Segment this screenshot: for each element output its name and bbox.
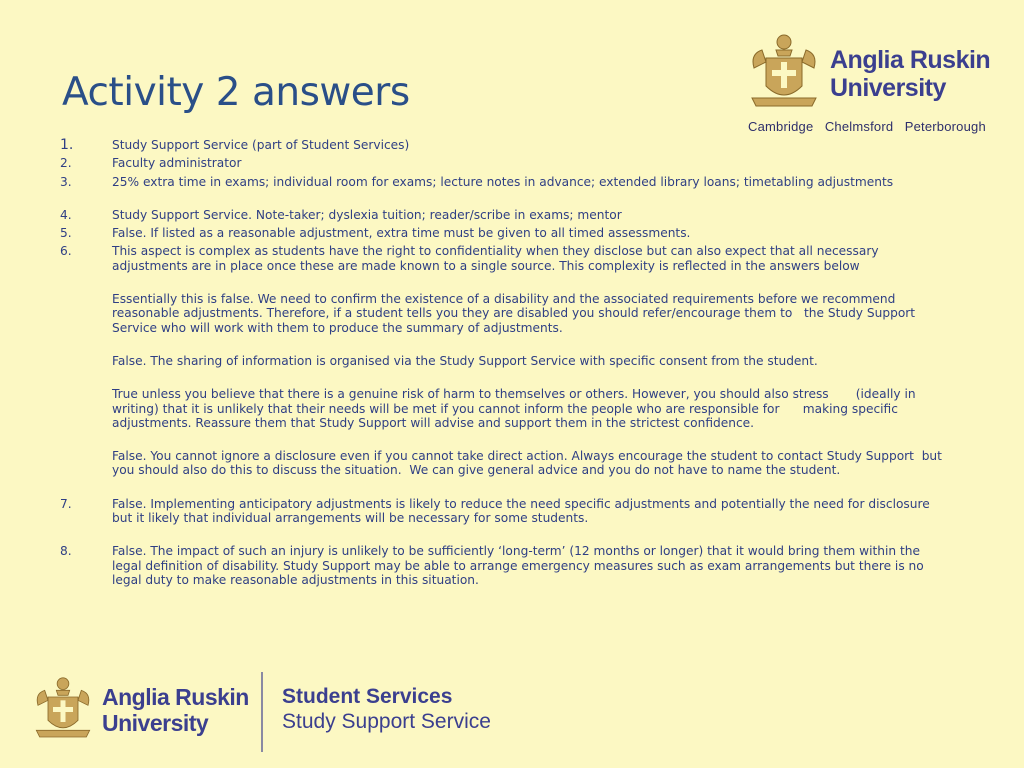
sub-paragraph: True unless you believe that there is a genuine risk of harm to themselves or others. However, you should also stress (ideally in writing) that it is unlikely that their needs will be met if you cannot inform the people who are responsible for making specific adjustments. Reassure them that Study Support will advise and support them in the strictest confidence. — [112, 387, 920, 430]
sub-paragraph: False. The sharing of information is organised via the Study Support Service with specific consent from the student. — [112, 353, 818, 368]
answers-list — [60, 138, 950, 591]
sub-paragraph: False. You cannot ignore a disclosure even if you cannot take direct action. Always encourage the student to contact Study Support but you should also do this to discuss the situation. We can give general advice and you do not have to name the student. — [112, 449, 946, 478]
list-item: 3. 25% extra time in exams; individual room for exams; lecture notes in advance; extended library loans; timetabling adjustments — [60, 174, 894, 189]
list-item: 5. False. If listed as a reasonable adjustment, extra time must be given to all timed assessments. — [60, 226, 691, 241]
university-logo — [748, 28, 1008, 140]
footer-university-name: Anglia Ruskin University — [102, 684, 249, 736]
list-item: 7. False. Implementing anticipatory adjustments is likely to reduce the need specific adjustments and potentially the need for disclosure but it likely that individual arrangements will be necessary for some students. — [60, 496, 930, 526]
list-item: 4. Study Support Service. Note-taker; dyslexia tuition; reader/scribe in exams; mentor — [60, 207, 622, 222]
slide-title: Activity 2 answers — [62, 70, 410, 115]
footer-branding — [32, 672, 532, 762]
sub-paragraph: Essentially this is false. We need to confirm the existence of a disability and the associated requirements before we recommend reasonable adjustments. Therefore, if a student tells you they are disabled you should refer/encourage them to the Study Support Service who will work with them to produce the summary of adjustments. — [112, 292, 919, 335]
list-item: 8. False. The impact of such an injury is unlikely to be sufficiently ‘long-term’ (12 months or longer) that it would bring them within the legal definition of disability. Study Support may be able to arrange emergency measures such as exam arrangements but there is no legal duty to make reasonable adjustments in this situation. — [60, 544, 924, 587]
university-name: Anglia Ruskin University — [830, 46, 991, 102]
footer-divider — [261, 672, 263, 752]
crest-icon — [748, 28, 820, 112]
list-item: 2. Faculty administrator — [60, 156, 242, 171]
list-item: 1. Study Support Service (part of Student Services) — [60, 137, 410, 153]
list-item: 6. This aspect is complex as students have the right to confidentiality when they disclose but can also expect that all necessary adjustments are in place once these are made known to a single source. This complexity is reflected in the answers below — [60, 244, 879, 273]
crest-icon — [32, 672, 94, 742]
campus-cities: Cambridge Chelmsford Peterborough — [748, 119, 986, 134]
service-name: Student Services Study Support Service — [282, 685, 491, 733]
